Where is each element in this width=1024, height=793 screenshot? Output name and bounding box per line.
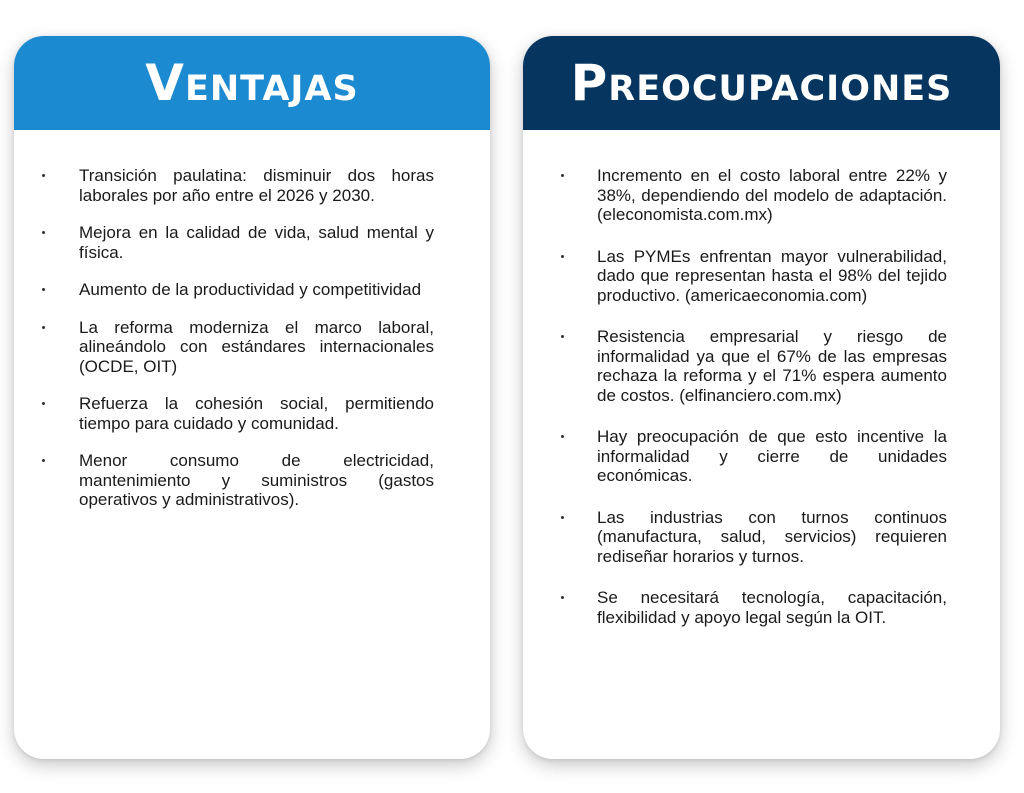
bullet-icon [42, 288, 45, 291]
list-item: Aumento de la productividad y competitividad [42, 280, 434, 300]
bullet-icon [561, 335, 564, 338]
list-item: Resistencia empresarial y riesgo de informalidad ya que el 67% de las empresas rechaza la reforma y el 71% espera aumento de costos. (elfinanciero.com.mx) [561, 327, 947, 405]
preocupaciones-card [523, 36, 1000, 759]
ventajas-card [14, 36, 490, 759]
list-item: Transición paulatina: disminuir dos horas laborales por año entre el 2026 y 2030. [42, 166, 434, 205]
bullet-icon [561, 596, 564, 599]
list-item: Las industrias con turnos continuos (manufactura, salud, servicios) requieren rediseñar horarios y turnos. [561, 508, 947, 567]
bullet-icon [42, 459, 45, 462]
preocupaciones-title: Preocupaciones [570, 54, 953, 112]
list-item: Se necesitará tecnología, capacitación, flexibilidad y apoyo legal según la OIT. [561, 588, 947, 627]
list-item: Las PYMEs enfrentan mayor vulnerabilidad, dado que representan hasta el 98% del tejido productivo. (americaeconomia.com) [561, 247, 947, 306]
bullet-icon [42, 402, 45, 405]
list-item: Menor consumo de electricidad, mantenimiento y suministros (gastos operativos y administrativos). [42, 451, 434, 510]
bullet-icon [561, 255, 564, 258]
list-item: La reforma moderniza el marco laboral, alineándolo con estándares internacionales (OCDE, OIT) [42, 318, 434, 377]
bullet-icon [42, 231, 45, 234]
ventajas-list [42, 166, 434, 528]
bullet-icon [561, 435, 564, 438]
list-item: Incremento en el costo laboral entre 22% y 38%, dependiendo del modelo de adaptación. (eleconomista.com.mx) [561, 166, 947, 225]
list-item: Mejora en la calidad de vida, salud mental y física. [42, 223, 434, 262]
ventajas-header [14, 36, 490, 130]
list-item: Refuerza la cohesión social, permitiendo tiempo para cuidado y comunidad. [42, 394, 434, 433]
bullet-icon [42, 174, 45, 177]
bullet-icon [561, 516, 564, 519]
bullet-icon [561, 174, 564, 177]
preocupaciones-list [561, 166, 947, 649]
ventajas-title: Ventajas [145, 54, 359, 112]
preocupaciones-header [523, 36, 1000, 130]
list-item: Hay preocupación de que esto incentive la informalidad y cierre de unidades económicas. [561, 427, 947, 486]
bullet-icon [42, 326, 45, 329]
